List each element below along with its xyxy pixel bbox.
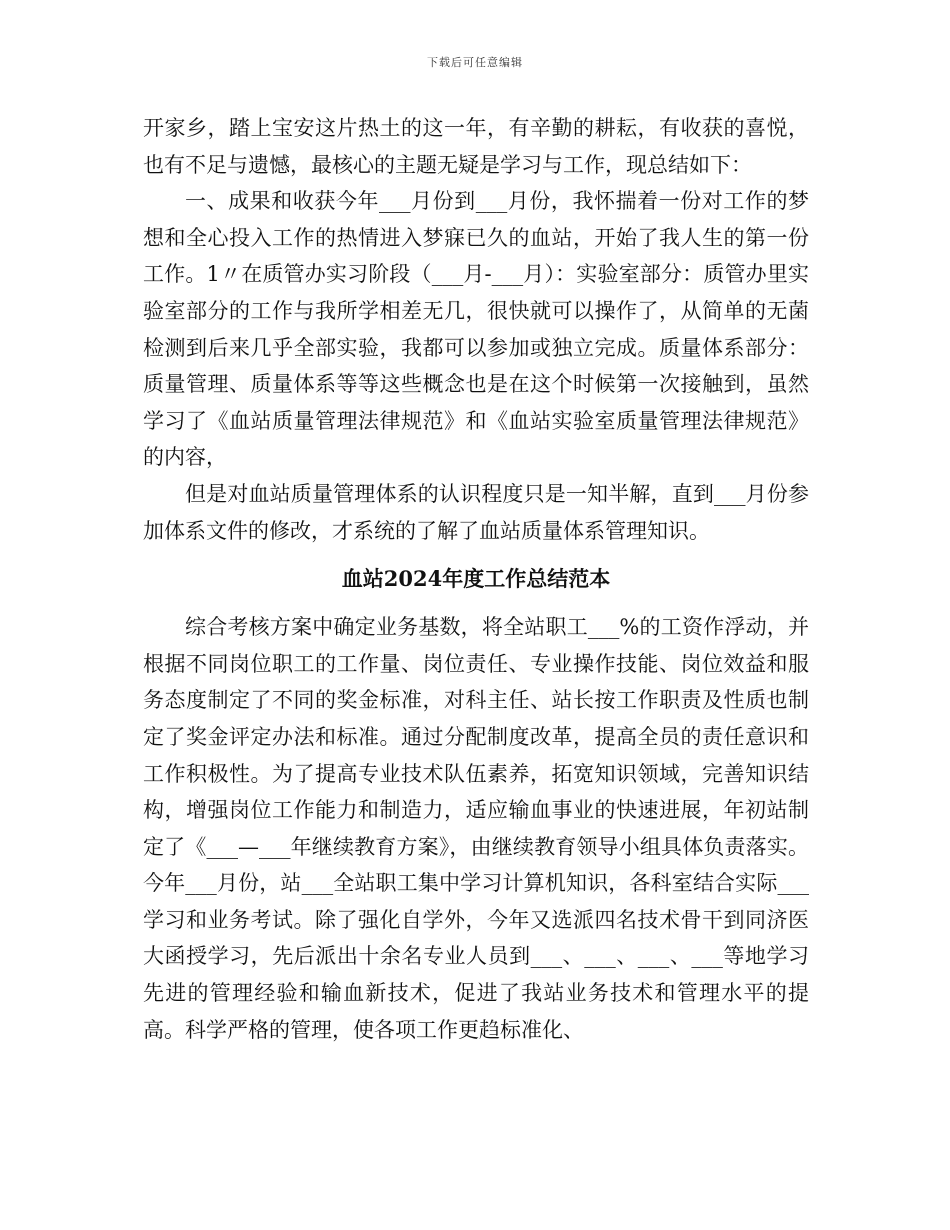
page-header: 下载后可任意编辑 xyxy=(427,56,523,69)
paragraph-achievements: 一、成果和收获今年___月份到___月份，我怀揣着一份对工作的梦想和全心投入工作的热情进入梦寐已久的血站，开始了我人生的第一份工作。1〃在质管办实习阶段（___月-___月）：实验室部分：质管办里实验室部分的工作与我所学相差无几，很快就可以操作了，从简单的无菌检测到后来几乎全部实验，我都可以参加或独立完成。质量体系部分：质量管理、质量体系等等这些概念也是在这个时候第一次接触到，虽然学习了《血站质量管理法律规范》和《血站实验室质量管理法律规范》的内容， xyxy=(143,189,809,470)
paragraph-understanding: 但是对血站质量管理体系的认识程度只是一知半解，直到___月份参加体系文件的修改，才系统的了解了血站质量体系管理知识。 xyxy=(143,481,809,543)
section-title: 血站2024年度工作总结范本 xyxy=(341,566,611,592)
paragraph-assessment: 综合考核方案中确定业务基数，将全站职工___%的工资作浮动，并根据不同岗位职工的工作量、岗位责任、专业操作技能、岗位效益和服务态度制定了不同的奖金标准，对科主任、站长按工作职责及性质也制定了奖金评定办法和标准。通过分配制度改革，提高全员的责任意识和工作积极性。为了提高专业技术队伍素养，拓宽知识领域，完善知识结构，增强岗位工作能力和制造力，适应输血事业的快速进展，年初站制定了《___—___年继续教育方案》，由继续教育领导小组具体负责落实。今年___月份，站___全站职工集中学习计算机知识，各科室结合实际___学习和业务考试。除了强化自学外，今年又选派四名技术骨干到同济医大函授学习，先后派出十余名专业人员到___、___、___、___等地学习先进的管理经验和输血新技术，促进了我站业务技术和管理水平的提高。科学严格的管理，使各项工作更趋标准化、 xyxy=(143,615,809,1042)
document-body xyxy=(143,110,809,1048)
paragraph-intro: 开家乡，踏上宝安这片热土的这一年，有辛勤的耕耘，有收获的喜悦，也有不足与遗憾，最核心的主题无疑是学习与工作，现总结如下： xyxy=(143,116,809,177)
